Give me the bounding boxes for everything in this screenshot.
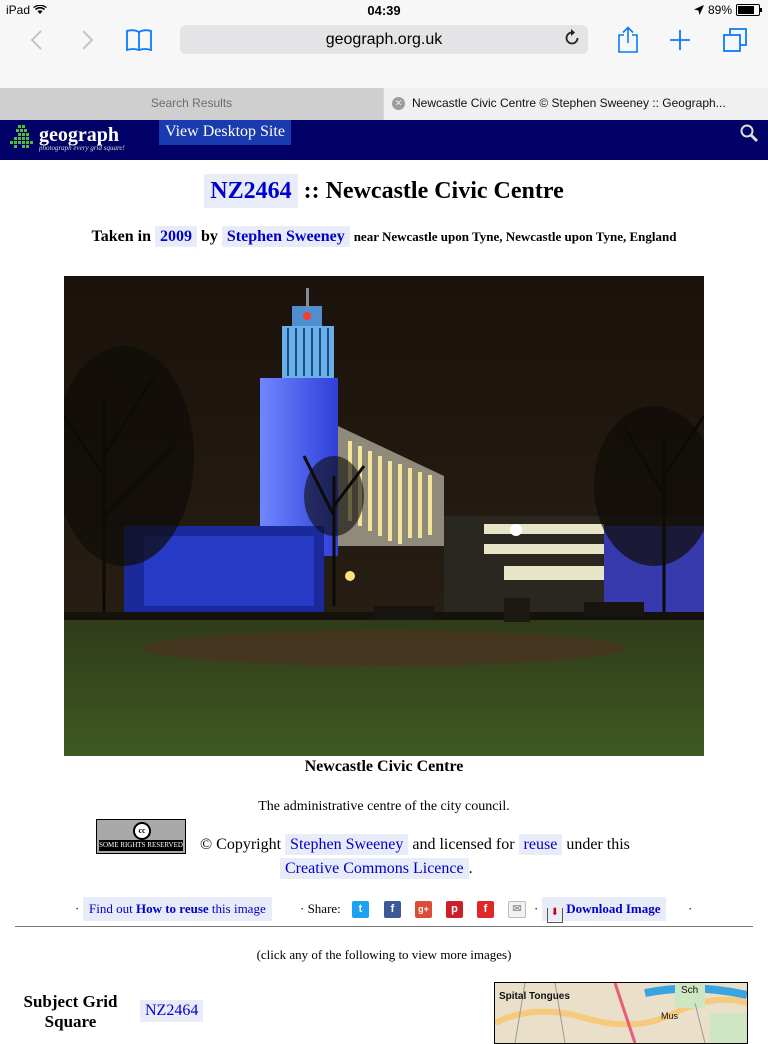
url-text: geograph.org.uk [325,31,443,48]
under-label: under this [566,836,630,853]
byline [0,228,768,246]
location-text: near Newcastle upon Tyne, Newcastle upon Tyne, England [353,229,677,244]
download-label: Download Image [566,901,661,916]
browser-toolbar [0,22,768,88]
new-tab-button[interactable] [666,24,694,56]
divider [15,926,753,927]
photo-description: The administrative centre of the city council. [258,799,510,814]
separator-dot: · [534,901,539,916]
findout-pre: Find out [89,901,133,916]
cc-icon: cc [133,822,151,840]
by-label: by [201,228,218,245]
taken-in-label: Taken in [91,228,151,245]
download-icon: ⬇ [547,908,563,923]
address-bar[interactable] [180,25,588,54]
chevron-left-icon [29,29,43,51]
back-button[interactable] [24,24,48,56]
findout-bold: How to reuse [135,901,209,916]
subject-grid-square-label: Subject Grid Square [23,992,118,1031]
view-desktop-site-button[interactable]: View Desktop Site [159,120,291,145]
logo-map-icon [8,124,36,152]
tab-search-results[interactable] [0,88,383,120]
tabs-overview-button[interactable] [720,24,750,56]
copyright-owner-link[interactable]: Stephen Sweeney [285,834,408,855]
separator-dot: · [75,901,80,916]
cc-license-badge[interactable] [96,819,186,854]
findout-post: this image [211,901,266,916]
title-text: Newcastle Civic Centre [325,178,564,204]
cc-badge-text: SOME RIGHTS RESERVED [99,841,183,849]
search-icon [739,123,759,143]
grid-ref-link[interactable]: NZ2464 [204,174,297,208]
reuse-link[interactable]: reuse [519,834,563,855]
year-link[interactable]: 2009 [155,226,197,247]
facebook-icon[interactable]: f [384,901,401,918]
main-photo[interactable] [64,276,704,756]
photographer-link[interactable]: Stephen Sweeney [222,226,350,247]
licence-text [200,833,710,881]
separator-dot: · [688,901,693,916]
map-label: Mus [661,1011,679,1021]
email-icon[interactable]: ✉ [508,901,526,918]
book-icon [125,28,153,52]
logo-wordmark: geograph [39,123,119,146]
photo-image [64,276,704,756]
location-map[interactable] [494,982,748,1044]
tab-civic-centre[interactable] [384,88,768,120]
page-title [0,178,768,205]
logo-tagline: photograph every grid square! [39,143,125,152]
copyright-label: © Copyright [200,836,282,853]
site-logo[interactable] [8,124,125,152]
flipboard-icon[interactable]: f [477,901,494,918]
title-separator: :: [303,178,326,204]
creative-commons-link[interactable]: Creative Commons Licence [280,858,469,879]
map-label: Sch [681,985,699,996]
pinterest-icon[interactable]: p [446,901,463,918]
subject-grid-ref-link[interactable]: NZ2464 [140,1000,203,1022]
google-plus-icon[interactable]: g+ [415,901,432,918]
battery-icon [736,4,760,16]
tab-strip [0,88,768,120]
share-icon [617,26,639,54]
licensed-label: and licensed for [412,836,515,853]
twitter-icon[interactable]: t [352,901,369,918]
clock: 04:39 [367,3,401,18]
status-bar [0,0,768,22]
battery-status [694,3,760,17]
close-tab-icon[interactable]: ✕ [392,97,405,110]
more-images-hint: (click any of the following to view more images) [256,947,512,962]
download-image-link[interactable] [542,897,666,921]
licence-end: . [468,860,473,877]
tabs-icon [722,27,748,53]
share-label: · Share: [300,901,341,916]
reload-icon [563,28,581,48]
tab-label: Search Results [150,96,233,110]
device-label: iPad [6,3,31,17]
battery-fill [738,6,754,14]
location-arrow-icon [694,5,704,15]
search-button[interactable] [739,123,759,148]
forward-button[interactable] [76,24,100,56]
plus-icon [668,28,692,52]
map-image [495,983,747,1043]
chevron-right-icon [81,29,95,51]
reload-button[interactable] [563,28,581,53]
map-label: Spital Tongues [499,991,570,1002]
tab-label: Newcastle Civic Centre © Stephen Sweeney :: Geograph... [412,96,726,110]
site-header [0,120,768,160]
how-to-reuse-link[interactable] [83,897,272,921]
photo-caption: Newcastle Civic Centre [304,758,464,775]
share-button[interactable] [614,24,642,56]
battery-percent: 89% [707,3,732,17]
bookmarks-button[interactable] [124,24,154,56]
